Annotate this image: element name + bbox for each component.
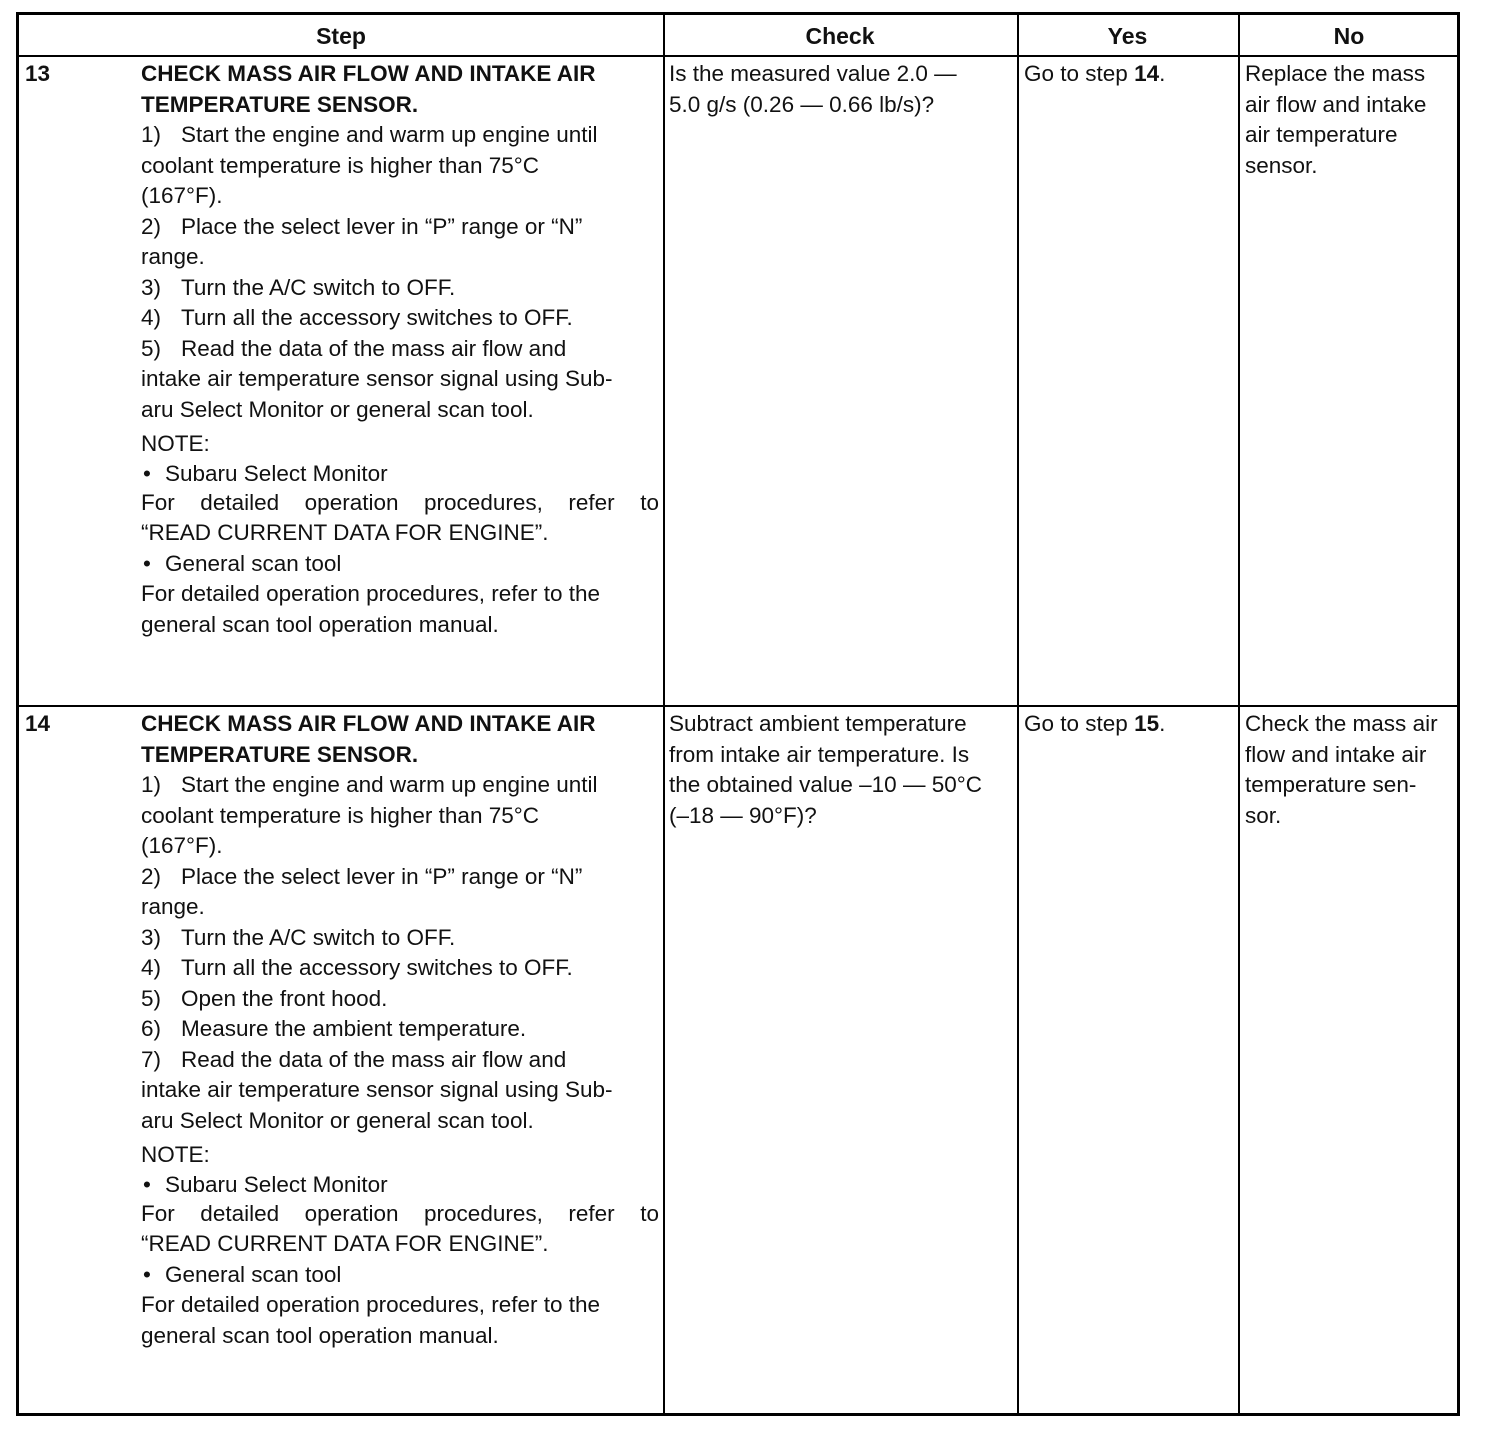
note-bullet: • General scan tool bbox=[141, 549, 659, 580]
text-fragment: Go to step bbox=[1024, 711, 1135, 736]
instruction-cont: coolant temperature is higher than 75°C bbox=[141, 152, 539, 178]
instruction-cont: (167°F). bbox=[141, 833, 223, 858]
text-fragment: 5) bbox=[141, 985, 162, 1011]
yes-step-link: 14 bbox=[1134, 61, 1160, 86]
note-text: “READ CURRENT DATA FOR ENGINE”. bbox=[141, 1231, 549, 1256]
header-check: Check bbox=[805, 23, 875, 49]
instruction-cont: aru Select Monitor or general scan tool. bbox=[141, 396, 534, 422]
note-label: NOTE: bbox=[141, 431, 210, 456]
instruction-cont: range. bbox=[141, 244, 205, 269]
text-fragment: air temperature bbox=[1245, 122, 1398, 147]
text-fragment: 3) bbox=[141, 274, 162, 300]
text-fragment: the obtained value –10 — 50°C bbox=[669, 772, 982, 797]
text-fragment: flow and intake air bbox=[1245, 741, 1427, 767]
instruction-cont: intake air temperature sensor signal using Sub- bbox=[141, 1077, 613, 1102]
text-fragment: Subtract ambient temperature bbox=[669, 711, 967, 736]
header-no: No bbox=[1333, 23, 1365, 49]
note-text: For detailed operation procedures, refer to the bbox=[141, 581, 601, 606]
text-fragment: sensor. bbox=[1245, 152, 1318, 178]
text-fragment: Open the front hood. bbox=[181, 985, 388, 1011]
step-description bbox=[141, 709, 659, 1351]
instruction-cont: aru Select Monitor or general scan tool. bbox=[141, 1107, 534, 1133]
instruction bbox=[141, 923, 659, 954]
note-text: For detailed operation procedures, refer to the bbox=[141, 1292, 601, 1317]
note-bullet: • General scan tool bbox=[141, 1260, 659, 1291]
instruction bbox=[141, 303, 659, 334]
text-fragment: 2) bbox=[141, 213, 162, 239]
note-text: “READ CURRENT DATA FOR ENGINE”. bbox=[141, 520, 549, 545]
text-fragment: 2) bbox=[141, 863, 162, 889]
text-fragment: Start the engine and warm up engine until bbox=[181, 772, 598, 797]
column-divider bbox=[663, 15, 665, 1413]
text-fragment: Place the select lever in “P” range or “N” bbox=[181, 863, 583, 889]
diagnostic-table bbox=[16, 12, 1460, 1416]
text-fragment: temperature sen- bbox=[1245, 772, 1417, 797]
text-fragment: 4) bbox=[141, 955, 162, 980]
note-text: general scan tool operation manual. bbox=[141, 1322, 499, 1348]
note-bullet: • Subaru Select Monitor bbox=[141, 460, 659, 488]
instruction bbox=[141, 273, 659, 304]
text-fragment: Replace the mass bbox=[1245, 61, 1426, 86]
header-step: Step bbox=[316, 23, 366, 49]
instruction bbox=[141, 1014, 659, 1045]
text-fragment: from intake air temperature. Is bbox=[669, 741, 970, 767]
yes-action bbox=[1024, 59, 1234, 90]
instruction bbox=[141, 953, 659, 984]
step-title: CHECK MASS AIR FLOW AND INTAKE AIR bbox=[141, 711, 596, 736]
note-bullet: • Subaru Select Monitor bbox=[141, 1171, 659, 1199]
text-fragment: sor. bbox=[1245, 802, 1282, 828]
text-fragment: . bbox=[1159, 711, 1166, 736]
text-fragment: Read the data of the mass air flow and bbox=[181, 335, 567, 361]
instruction bbox=[141, 1045, 659, 1076]
row-divider bbox=[19, 705, 1457, 707]
check-text bbox=[669, 59, 1013, 120]
text-fragment: Start the engine and warm up engine until bbox=[181, 122, 598, 147]
text-fragment: Check the mass air bbox=[1245, 711, 1438, 736]
step-title: CHECK MASS AIR FLOW AND INTAKE AIR bbox=[141, 61, 596, 86]
instruction bbox=[141, 984, 659, 1015]
text-fragment: 5) bbox=[141, 335, 162, 361]
text-fragment: Is the measured value 2.0 — bbox=[669, 61, 957, 86]
text-fragment: 6) bbox=[141, 1016, 162, 1041]
instruction-cont: (167°F). bbox=[141, 183, 223, 208]
text-fragment: Measure the ambient temperature. bbox=[181, 1016, 527, 1041]
no-action bbox=[1245, 709, 1457, 831]
instruction bbox=[141, 862, 659, 893]
instruction bbox=[141, 120, 659, 151]
text-fragment: 1) bbox=[141, 122, 162, 147]
text-fragment: Go to step bbox=[1024, 61, 1135, 86]
column-divider bbox=[1017, 15, 1019, 1413]
yes-action bbox=[1024, 709, 1234, 740]
text-fragment: Place the select lever in “P” range or “N” bbox=[181, 213, 583, 239]
text-fragment: 4) bbox=[141, 305, 162, 330]
header-divider bbox=[19, 55, 1457, 57]
text-fragment: air flow and intake bbox=[1245, 91, 1427, 117]
text-fragment: (–18 — 90°F)? bbox=[669, 802, 817, 828]
text-fragment: 3) bbox=[141, 924, 162, 950]
instruction-cont: range. bbox=[141, 894, 205, 919]
note-label: NOTE: bbox=[141, 1142, 210, 1167]
no-action bbox=[1245, 59, 1457, 181]
check-text bbox=[669, 709, 1013, 831]
note-text: For detailed operation procedures, refer to bbox=[141, 489, 659, 515]
text-fragment: 7) bbox=[141, 1046, 162, 1072]
text-fragment: Turn all the accessory switches to OFF. bbox=[181, 955, 573, 980]
instruction-cont: intake air temperature sensor signal using Sub- bbox=[141, 366, 613, 391]
column-divider bbox=[1238, 15, 1240, 1413]
text-fragment: Read the data of the mass air flow and bbox=[181, 1046, 567, 1072]
step-title: TEMPERATURE SENSOR. bbox=[141, 91, 419, 117]
step-number: 14 bbox=[25, 711, 51, 736]
text-fragment: Turn all the accessory switches to OFF. bbox=[181, 305, 573, 330]
text-fragment: . bbox=[1159, 61, 1166, 86]
step-description bbox=[141, 59, 659, 640]
step-title: TEMPERATURE SENSOR. bbox=[141, 741, 419, 767]
instruction bbox=[141, 334, 659, 365]
text-fragment: 5.0 g/s (0.26 — 0.66 lb/s)? bbox=[669, 91, 935, 117]
note-text: general scan tool operation manual. bbox=[141, 611, 499, 637]
header-yes: Yes bbox=[1107, 23, 1148, 49]
instruction bbox=[141, 212, 659, 243]
instruction-cont: coolant temperature is higher than 75°C bbox=[141, 802, 539, 828]
note-text: For detailed operation procedures, refer to bbox=[141, 1200, 659, 1226]
yes-step-link: 15 bbox=[1134, 711, 1160, 736]
text-fragment: 1) bbox=[141, 772, 162, 797]
text-fragment: Turn the A/C switch to OFF. bbox=[181, 274, 456, 300]
step-number: 13 bbox=[25, 61, 51, 86]
instruction bbox=[141, 770, 659, 801]
text-fragment: Turn the A/C switch to OFF. bbox=[181, 924, 456, 950]
